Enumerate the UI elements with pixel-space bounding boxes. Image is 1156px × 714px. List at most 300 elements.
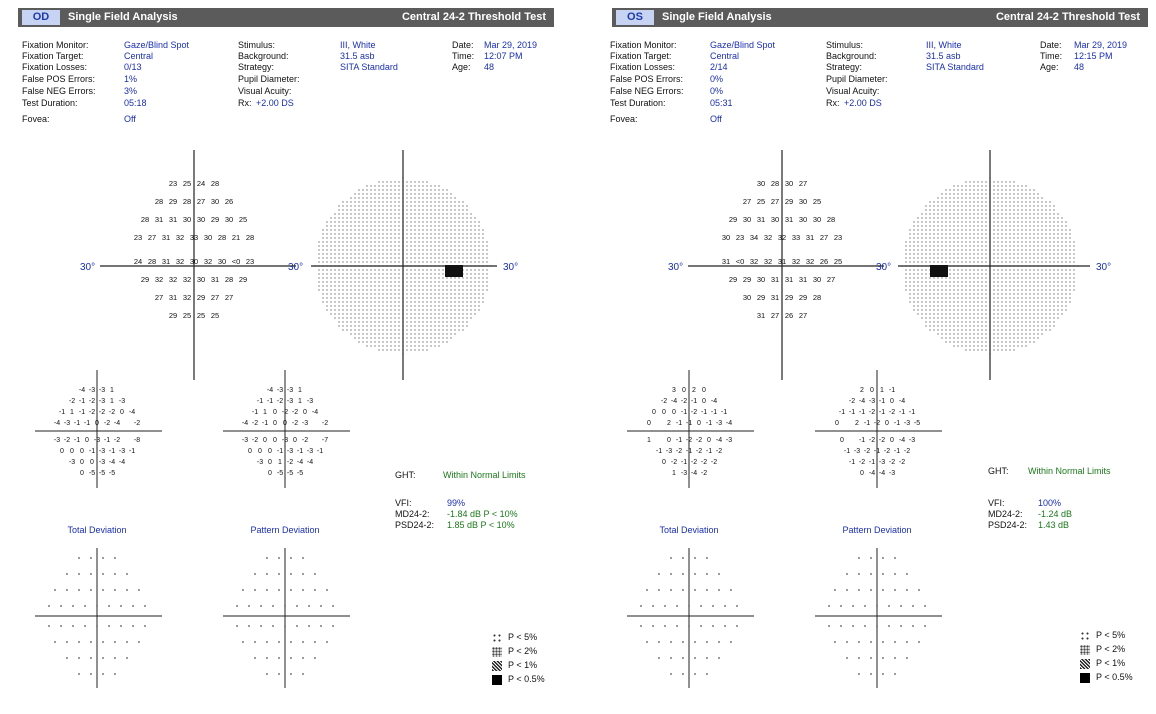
- grayscale-dot: [1041, 253, 1042, 254]
- grayscale-dot: [1021, 233, 1022, 234]
- grayscale-dot: [993, 325, 994, 326]
- grayscale-dot: [386, 341, 387, 342]
- grayscale-dot: [993, 209, 994, 210]
- grayscale-dot: [977, 261, 978, 262]
- grayscale-dot: [985, 205, 986, 206]
- grayscale-dot: [997, 233, 998, 234]
- grayscale-dot: [945, 229, 946, 230]
- grayscale-dot: [414, 253, 415, 254]
- grayscale-dot: [1009, 257, 1010, 258]
- grayscale-dot: [390, 273, 391, 274]
- grayscale-dot: [1049, 209, 1050, 210]
- grayscale-dot: [953, 197, 954, 198]
- grayscale-dot: [1001, 285, 1002, 286]
- grayscale-dot: [462, 313, 463, 314]
- grayscale-dot: [434, 221, 435, 222]
- grayscale-dot: [921, 277, 922, 278]
- grid-value: -7: [321, 437, 329, 444]
- grayscale-dot: [406, 281, 407, 282]
- grayscale-dot: [929, 213, 930, 214]
- grayscale-dot: [1009, 345, 1010, 346]
- grayscale-dot: [917, 313, 918, 314]
- grayscale-dot: [945, 297, 946, 298]
- grayscale-dot: [1057, 213, 1058, 214]
- grayscale-dot: [330, 261, 331, 262]
- grayscale-dot: [969, 253, 970, 254]
- grayscale-dot: [1029, 225, 1030, 226]
- grayscale-dot: [973, 329, 974, 330]
- grayscale-dot: [378, 285, 379, 286]
- grayscale-dot: [1009, 261, 1010, 262]
- grayscale-dot: [406, 269, 407, 270]
- grid-value: <0: [231, 257, 241, 266]
- total-deviation-grid: [622, 370, 762, 490]
- grayscale-dot: [961, 329, 962, 330]
- grayscale-dot: [454, 197, 455, 198]
- grayscale-dot: [454, 281, 455, 282]
- grayscale-dot: [390, 233, 391, 234]
- probability-dot: [852, 625, 854, 627]
- grayscale-dot: [366, 221, 367, 222]
- grayscale-dot: [997, 337, 998, 338]
- grayscale-dot: [458, 213, 459, 214]
- grayscale-dot: [338, 225, 339, 226]
- grayscale-dot: [1009, 273, 1010, 274]
- grayscale-dot: [366, 205, 367, 206]
- grayscale-dot: [342, 325, 343, 326]
- grayscale-dot: [438, 185, 439, 186]
- grid-value: 31: [805, 233, 815, 242]
- grid-value: -1: [73, 437, 81, 444]
- grid-value: 30: [742, 215, 752, 224]
- grid-value: -1: [58, 409, 66, 416]
- grayscale-dot: [1065, 245, 1066, 246]
- grayscale-dot: [917, 221, 918, 222]
- grayscale-dot: [374, 189, 375, 190]
- grayscale-dot: [981, 329, 982, 330]
- grayscale-dot: [466, 281, 467, 282]
- grayscale-dot: [370, 197, 371, 198]
- probability-dot: [308, 605, 310, 607]
- grid-value: -3: [93, 437, 101, 444]
- grayscale-dot: [370, 277, 371, 278]
- probability-dot: [248, 625, 250, 627]
- grayscale-dot: [1049, 245, 1050, 246]
- grid-value: -4: [118, 459, 126, 466]
- grid-value: -4: [690, 470, 698, 477]
- grayscale-dot: [350, 277, 351, 278]
- grayscale-dot: [422, 285, 423, 286]
- grayscale-dot: [442, 309, 443, 310]
- grayscale-dot: [1021, 281, 1022, 282]
- grayscale-dot: [957, 185, 958, 186]
- grayscale-dot: [386, 309, 387, 310]
- grayscale-dot: [957, 329, 958, 330]
- grayscale-dot: [981, 321, 982, 322]
- grayscale-dot: [386, 305, 387, 306]
- total-deviation-values: [647, 387, 732, 477]
- grayscale-dot: [993, 349, 994, 350]
- grayscale-dot: [398, 189, 399, 190]
- grayscale-dot: [426, 213, 427, 214]
- grayscale-dot: [981, 233, 982, 234]
- grayscale-dot: [965, 205, 966, 206]
- grayscale-dot: [450, 229, 451, 230]
- grayscale-dot: [350, 205, 351, 206]
- probability-dot: [296, 625, 298, 627]
- grayscale-dot: [1033, 325, 1034, 326]
- grid-value: -3: [903, 420, 911, 427]
- grayscale-dot: [937, 285, 938, 286]
- grayscale-dot: [418, 261, 419, 262]
- info-label: Stimulus:: [826, 40, 864, 50]
- grid-value: 27: [770, 197, 780, 206]
- grayscale-dot: [370, 305, 371, 306]
- grayscale-dot: [370, 309, 371, 310]
- probability-dot: [670, 589, 672, 591]
- probability-dot: [718, 573, 720, 575]
- grayscale-dot: [354, 273, 355, 274]
- grayscale-dot: [1013, 349, 1014, 350]
- grayscale-dot: [921, 289, 922, 290]
- grayscale-dot: [977, 289, 978, 290]
- grayscale-dot: [326, 297, 327, 298]
- grayscale-dot: [945, 329, 946, 330]
- grayscale-dot: [1045, 229, 1046, 230]
- grayscale-dot: [969, 325, 970, 326]
- grayscale-dot: [370, 273, 371, 274]
- grayscale-dot: [1017, 293, 1018, 294]
- grayscale-dot: [981, 201, 982, 202]
- probability-dot: [694, 657, 696, 659]
- grayscale-dot: [486, 261, 487, 262]
- grayscale-dot: [985, 317, 986, 318]
- grayscale-dot: [334, 305, 335, 306]
- grayscale-dot: [1057, 293, 1058, 294]
- grid-value: -5: [98, 470, 106, 477]
- grayscale-dot: [358, 229, 359, 230]
- grayscale-dot: [406, 321, 407, 322]
- grayscale-dot: [466, 305, 467, 306]
- probability-dot: [48, 625, 50, 627]
- grayscale-dot: [1021, 337, 1022, 338]
- grayscale-dot: [1029, 233, 1030, 234]
- grayscale-dot: [1069, 277, 1070, 278]
- grayscale-dot: [430, 329, 431, 330]
- grayscale-dot: [438, 345, 439, 346]
- info-label: Background:: [238, 51, 289, 61]
- grayscale-dot: [398, 209, 399, 210]
- grid-value: -2: [858, 459, 866, 466]
- grayscale-dot: [350, 269, 351, 270]
- grayscale-dot: [478, 245, 479, 246]
- grayscale-dot: [366, 281, 367, 282]
- grid-value: -5: [108, 470, 116, 477]
- grayscale-dot: [997, 329, 998, 330]
- grayscale-dot: [426, 261, 427, 262]
- grayscale-dot: [1013, 309, 1014, 310]
- grayscale-dot: [418, 317, 419, 318]
- grayscale-dot: [358, 289, 359, 290]
- grayscale-dot: [414, 209, 415, 210]
- grayscale-dot: [326, 253, 327, 254]
- probability-dot: [706, 573, 708, 575]
- grayscale-dot: [1001, 261, 1002, 262]
- grayscale-dot: [394, 301, 395, 302]
- grayscale-dot: [434, 193, 435, 194]
- grayscale-dot: [346, 297, 347, 298]
- grayscale-dot: [941, 305, 942, 306]
- probability-dot: [870, 641, 872, 643]
- grayscale-dot: [374, 293, 375, 294]
- grayscale-dot: [370, 237, 371, 238]
- grayscale-dot: [374, 301, 375, 302]
- grayscale-dot: [961, 305, 962, 306]
- grayscale-dot: [1013, 229, 1014, 230]
- grayscale-dot: [358, 277, 359, 278]
- grayscale-dot: [446, 233, 447, 234]
- grayscale-dot: [422, 333, 423, 334]
- grayscale-dot: [973, 261, 974, 262]
- grayscale-dot: [1009, 297, 1010, 298]
- grayscale-dot: [969, 217, 970, 218]
- probability-dot: [658, 657, 660, 659]
- grayscale-dot: [334, 301, 335, 302]
- grayscale-dot: [961, 261, 962, 262]
- grayscale-dot: [937, 293, 938, 294]
- grayscale-dot: [1053, 293, 1054, 294]
- info-label: Age:: [1040, 62, 1059, 72]
- probability-dot: [78, 589, 80, 591]
- grayscale-dot: [921, 221, 922, 222]
- grayscale-dot: [945, 193, 946, 194]
- grayscale-dot: [418, 237, 419, 238]
- grayscale-dot: [1073, 285, 1074, 286]
- grayscale-dot: [977, 337, 978, 338]
- grayscale-dot: [358, 249, 359, 250]
- grayscale-dot: [1069, 285, 1070, 286]
- grayscale-dot: [382, 229, 383, 230]
- grayscale-dot: [1013, 285, 1014, 286]
- grayscale-dot: [933, 277, 934, 278]
- grayscale-dot: [1041, 317, 1042, 318]
- grid-value: 27: [224, 293, 234, 302]
- grayscale-dot: [1009, 181, 1010, 182]
- grayscale-dot: [422, 197, 423, 198]
- grayscale-dot: [410, 345, 411, 346]
- grayscale-dot: [406, 245, 407, 246]
- grayscale-dot: [398, 221, 399, 222]
- grayscale-dot: [1017, 273, 1018, 274]
- test-name: Central 24-2 Threshold Test: [401, 11, 546, 23]
- grayscale-dot: [422, 289, 423, 290]
- grayscale-dot: [1049, 217, 1050, 218]
- grid-value: 25: [210, 311, 220, 320]
- grayscale-dot: [949, 213, 950, 214]
- grayscale-dot: [1061, 229, 1062, 230]
- grayscale-dot: [929, 261, 930, 262]
- grayscale-dot: [981, 241, 982, 242]
- vfi-value: 100%: [1038, 498, 1062, 508]
- grayscale-dot: [917, 285, 918, 286]
- grayscale-dot: [1033, 305, 1034, 306]
- grayscale-dot: [993, 341, 994, 342]
- grayscale-dot: [446, 221, 447, 222]
- grayscale-dot: [1041, 269, 1042, 270]
- grayscale-dot: [442, 213, 443, 214]
- grayscale-dot: [346, 305, 347, 306]
- grayscale-dot: [370, 209, 371, 210]
- probability-dot: [66, 657, 68, 659]
- grayscale-dot: [1069, 297, 1070, 298]
- info-value: Central: [710, 51, 740, 61]
- grayscale-dot: [961, 201, 962, 202]
- grayscale-dot: [1029, 241, 1030, 242]
- grayscale-dot: [442, 285, 443, 286]
- grayscale-dot: [1057, 217, 1058, 218]
- grayscale-dot: [1021, 305, 1022, 306]
- grayscale-dot: [398, 237, 399, 238]
- grayscale-dot: [969, 181, 970, 182]
- grayscale-dot: [342, 289, 343, 290]
- grayscale-dot: [350, 329, 351, 330]
- grayscale-dot: [993, 305, 994, 306]
- grid-value: 1: [298, 398, 302, 405]
- info-label: Fixation Target:: [610, 51, 672, 61]
- grid-value: -2: [68, 398, 76, 405]
- grayscale-dot: [346, 201, 347, 202]
- grayscale-dot: [941, 225, 942, 226]
- grid-value: 29: [168, 311, 178, 320]
- probability-dot: [90, 641, 92, 643]
- grayscale-dot: [1021, 197, 1022, 198]
- grayscale-dot: [1017, 241, 1018, 242]
- grayscale-dot: [1001, 221, 1002, 222]
- grayscale-dot: [953, 233, 954, 234]
- grayscale-dot: [394, 209, 395, 210]
- grayscale-dot: [366, 273, 367, 274]
- grayscale-dot: [921, 217, 922, 218]
- grayscale-dot: [1001, 205, 1002, 206]
- grayscale-dot: [422, 345, 423, 346]
- grayscale-dot: [997, 345, 998, 346]
- grid-value: -4: [296, 459, 304, 466]
- grayscale-dot: [921, 249, 922, 250]
- grayscale-dot: [1061, 285, 1062, 286]
- grayscale-dot: [378, 221, 379, 222]
- grayscale-dot: [334, 293, 335, 294]
- grayscale-dot: [434, 269, 435, 270]
- grayscale-dot: [382, 225, 383, 226]
- grayscale-dot: [953, 245, 954, 246]
- grayscale-dot: [1065, 253, 1066, 254]
- grayscale-dot: [434, 293, 435, 294]
- grayscale-dot: [973, 321, 974, 322]
- grayscale-dot: [366, 345, 367, 346]
- grayscale-dot: [1049, 253, 1050, 254]
- grayscale-dot: [338, 253, 339, 254]
- grayscale-dot: [350, 249, 351, 250]
- grayscale-dot: [442, 201, 443, 202]
- probability-dot: [888, 625, 890, 627]
- grayscale-dot: [382, 241, 383, 242]
- grayscale-dot: [378, 229, 379, 230]
- grayscale-dot: [330, 237, 331, 238]
- grayscale-dot: [1021, 229, 1022, 230]
- grayscale-dot: [965, 209, 966, 210]
- grayscale-dot: [462, 253, 463, 254]
- probability-dot: [236, 605, 238, 607]
- grayscale-dot: [430, 229, 431, 230]
- grayscale-dot: [1049, 225, 1050, 226]
- probability-dot: [894, 589, 896, 591]
- info-label: Date:: [452, 40, 474, 50]
- grayscale-dot: [366, 309, 367, 310]
- grayscale-dot: [426, 301, 427, 302]
- grayscale-dot: [370, 221, 371, 222]
- grayscale-dot: [354, 313, 355, 314]
- grayscale-dot: [430, 301, 431, 302]
- grayscale-dot: [965, 325, 966, 326]
- grayscale-dot: [1005, 321, 1006, 322]
- grayscale-dot: [474, 249, 475, 250]
- grayscale-dot: [953, 205, 954, 206]
- grayscale-dot: [937, 213, 938, 214]
- grayscale-dot: [458, 301, 459, 302]
- grayscale-dot: [977, 213, 978, 214]
- grid-value: 3: [672, 387, 676, 394]
- grayscale-dot: [1069, 289, 1070, 290]
- grayscale-dot: [322, 285, 323, 286]
- grayscale-dot: [382, 345, 383, 346]
- grayscale-dot: [462, 217, 463, 218]
- grayscale-dot: [446, 225, 447, 226]
- grayscale-dot: [354, 225, 355, 226]
- grayscale-dot: [426, 345, 427, 346]
- grayscale-dot: [410, 249, 411, 250]
- grayscale-dot: [1041, 257, 1042, 258]
- grayscale-dot: [977, 201, 978, 202]
- grayscale-dot: [981, 301, 982, 302]
- grayscale-dot: [909, 233, 910, 234]
- grid-value: 27: [826, 275, 836, 284]
- grayscale-dot: [434, 305, 435, 306]
- grayscale-dot: [374, 193, 375, 194]
- grayscale-dot: [929, 209, 930, 210]
- grayscale-dot: [398, 245, 399, 246]
- grid-value: -1: [908, 409, 916, 416]
- grayscale-dot: [326, 285, 327, 286]
- grayscale-dot: [370, 249, 371, 250]
- grayscale-dot: [414, 301, 415, 302]
- grayscale-dot: [406, 341, 407, 342]
- grayscale-dot: [1069, 261, 1070, 262]
- grayscale-dot: [362, 245, 363, 246]
- grayscale-dot: [422, 277, 423, 278]
- grayscale-dot: [478, 225, 479, 226]
- grayscale-dot: [913, 277, 914, 278]
- grayscale-dot: [929, 277, 930, 278]
- grayscale-dot: [466, 245, 467, 246]
- grayscale-dot: [997, 213, 998, 214]
- grayscale-dot: [909, 301, 910, 302]
- info-value: Central: [124, 51, 154, 61]
- grayscale-dot: [1017, 317, 1018, 318]
- grayscale-dot: [474, 253, 475, 254]
- grayscale-dot: [334, 273, 335, 274]
- grayscale-dot: [1033, 233, 1034, 234]
- grid-value: -1: [720, 409, 728, 416]
